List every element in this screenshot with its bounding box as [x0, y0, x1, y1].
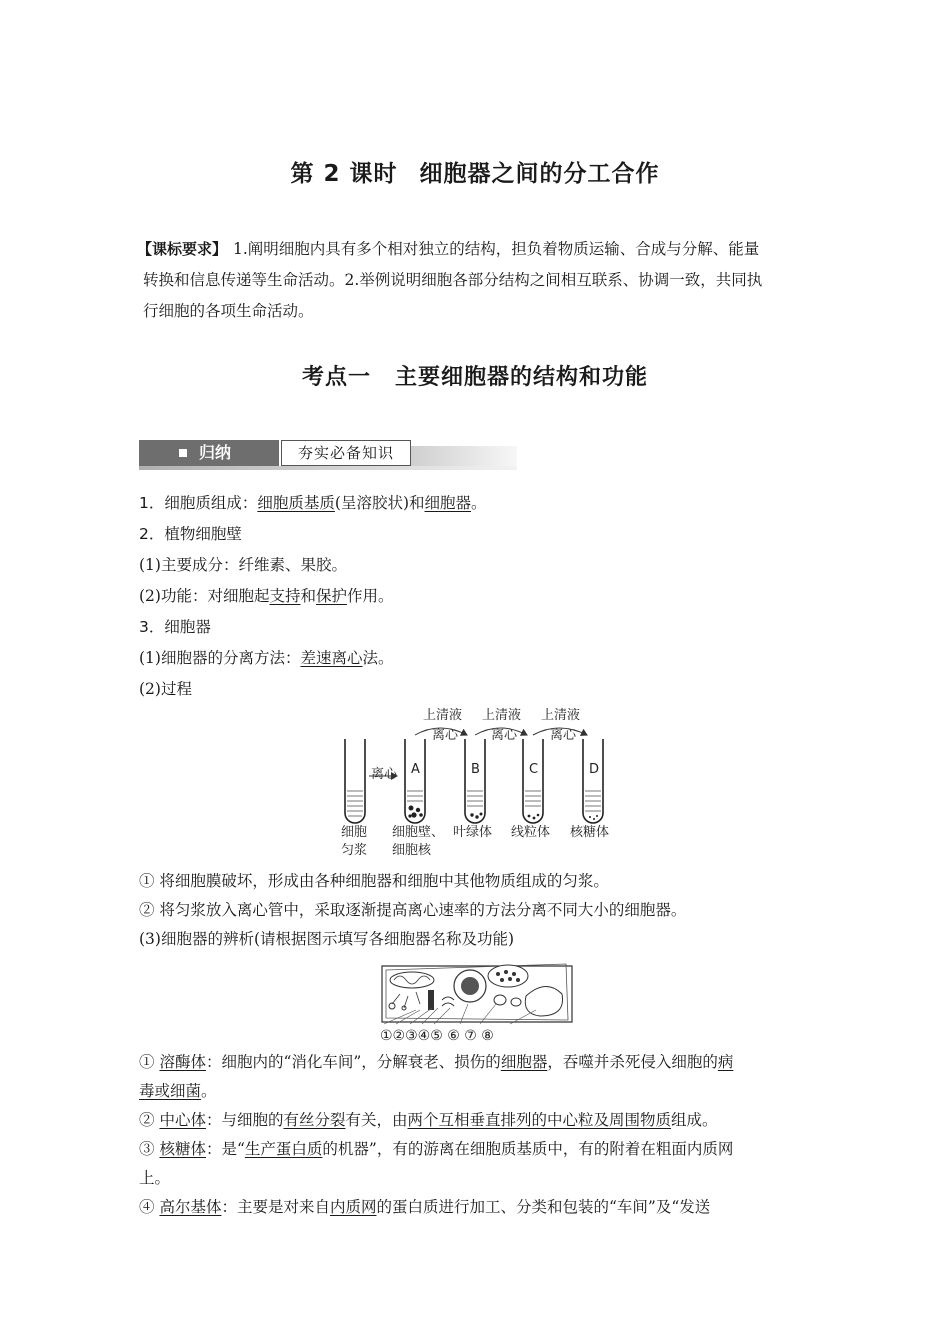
answer-blank: 溶酶体 — [159, 1053, 206, 1071]
answer-blank: 毒或细菌 — [139, 1082, 202, 1100]
lesson-number: 第 2 课时 — [290, 161, 398, 187]
supernatant-label-1: 上清液 — [423, 708, 463, 723]
supernatant-label-2: 上清液 — [482, 708, 522, 723]
svg-text:A: A — [411, 762, 420, 777]
organelle-1: ① 溶酶体：细胞内的“消化车间”，分解衰老、损伤的细胞器，吞噬并杀死侵入细胞的病 毒或细菌。 — [139, 1053, 734, 1100]
answer-blank: 保护 — [316, 587, 348, 605]
test-tube-d — [583, 739, 603, 823]
answer-blank: 细胞器 — [424, 494, 472, 512]
item-1: 1．细胞质组成：细胞质基质(呈溶胶状)和细胞器。 — [139, 494, 487, 512]
item-2-2: (2)功能：对细胞起支持和保护作用。 — [139, 587, 394, 605]
organelle-number-labels: ①②③④⑤ ⑥ ⑦ ⑧ — [380, 1028, 494, 1044]
svg-text:细胞壁、: 细胞壁、 — [392, 825, 445, 840]
curriculum-requirement — [137, 234, 813, 327]
answer-blank: 差速离心 — [300, 649, 363, 667]
requirement-line-3: 行细胞的各项生命活动。 — [143, 302, 314, 320]
section-heading — [0, 360, 950, 391]
svg-text:线粒体: 线粒体 — [511, 825, 551, 840]
banner-fade — [411, 446, 517, 466]
answer-blank: 高尔基体 — [159, 1198, 222, 1216]
centrifuge-label-1: 离心 — [432, 728, 459, 743]
process-step-2: ② 将匀浆放入离心管中，采取逐渐提高离心速率的方法分离不同大小的细胞器。 — [139, 901, 687, 919]
answer-blank: 有丝分裂 — [283, 1111, 346, 1129]
answer-blank: 两个互相垂直排列的中心粒及周围物质 — [407, 1111, 672, 1129]
test-tube-b — [465, 739, 485, 823]
banner-label: 归纳 — [139, 440, 279, 466]
banner-box: 夯实必备知识 — [281, 440, 411, 466]
answer-blank: 中心体 — [159, 1111, 206, 1129]
lesson-topic: 细胞器之间的分工合作 — [419, 161, 660, 187]
svg-text:核糖体: 核糖体 — [570, 825, 610, 840]
supernatant-label-3: 上清液 — [541, 708, 581, 723]
process-step-1: ① 将细胞膜破坏，形成由各种细胞器和细胞中其他物质组成的匀浆。 — [139, 872, 609, 890]
answer-blank: 细胞质基质 — [257, 494, 335, 512]
test-tube-c — [523, 739, 543, 823]
requirement-line-2: 转换和信息传递等生命活动。2.举例说明细胞各部分结构之间相互联系、协调一致，共同执 — [143, 271, 763, 289]
centrifuge-label-3: 离心 — [550, 728, 577, 743]
plant-cell-diagram — [376, 960, 576, 1045]
answer-blank: 细胞器 — [500, 1053, 548, 1071]
test-tube-a — [405, 739, 425, 823]
item-3-2: (2)过程 — [139, 680, 192, 698]
requirement-line-1: 1.阐明细胞内具有多个相对独立的结构，担负着物质运输、合成与分解、能量 — [233, 240, 760, 258]
organelle-3: ③ 核糖体：是“生产蛋白质的机器”，有的游离在细胞质基质中，有的附着在粗面内质网 上。 — [139, 1140, 734, 1187]
svg-text:细胞核: 细胞核 — [392, 843, 432, 858]
item-2: 2．植物细胞壁 — [139, 525, 242, 543]
item-3: 3．细胞器 — [139, 618, 211, 636]
answer-blank: 病 — [717, 1053, 734, 1071]
banner-shadow — [139, 466, 517, 470]
answer-blank: 核糖体 — [159, 1140, 206, 1158]
svg-text:B: B — [471, 762, 480, 777]
section-number: 考点一 — [301, 365, 371, 390]
answer-blank: 生产蛋白质 — [244, 1140, 323, 1158]
organelle-2: ② 中心体：与细胞的有丝分裂有关，由两个互相垂直排列的中心粒及周围物质组成。 — [139, 1111, 718, 1129]
organelle-4: ④ 高尔基体：主要是对来自内质网的蛋白质进行加工、分类和包装的“车间”及“发送 — [139, 1198, 711, 1216]
centrifugation-diagram — [335, 703, 625, 863]
section-title: 主要细胞器的结构和功能 — [395, 365, 649, 390]
svg-text:匀浆: 匀浆 — [341, 843, 368, 858]
square-bullet-icon — [179, 449, 187, 457]
svg-text:C: C — [529, 762, 539, 777]
svg-text:细胞: 细胞 — [341, 825, 368, 840]
item-3-1: (1)细胞器的分离方法：差速离心法。 — [139, 649, 394, 667]
svg-text:叶绿体: 叶绿体 — [453, 825, 493, 840]
answer-blank: 内质网 — [329, 1198, 377, 1216]
centrifuge-label-0: 离心 — [371, 767, 398, 782]
lesson-title — [0, 155, 950, 188]
item-2-1: (1)主要成分：纤维素、果胶。 — [139, 556, 347, 574]
answer-blank: 支持 — [269, 587, 301, 605]
requirement-tag: 【课标要求】 — [137, 240, 228, 258]
test-tube-homogenate — [345, 739, 365, 823]
svg-text:D: D — [589, 762, 600, 777]
item-3-3: (3)细胞器的辨析(请根据图示填写各细胞器名称及功能) — [139, 930, 515, 948]
centrifuge-label-2: 离心 — [491, 728, 518, 743]
summary-banner — [139, 440, 517, 470]
